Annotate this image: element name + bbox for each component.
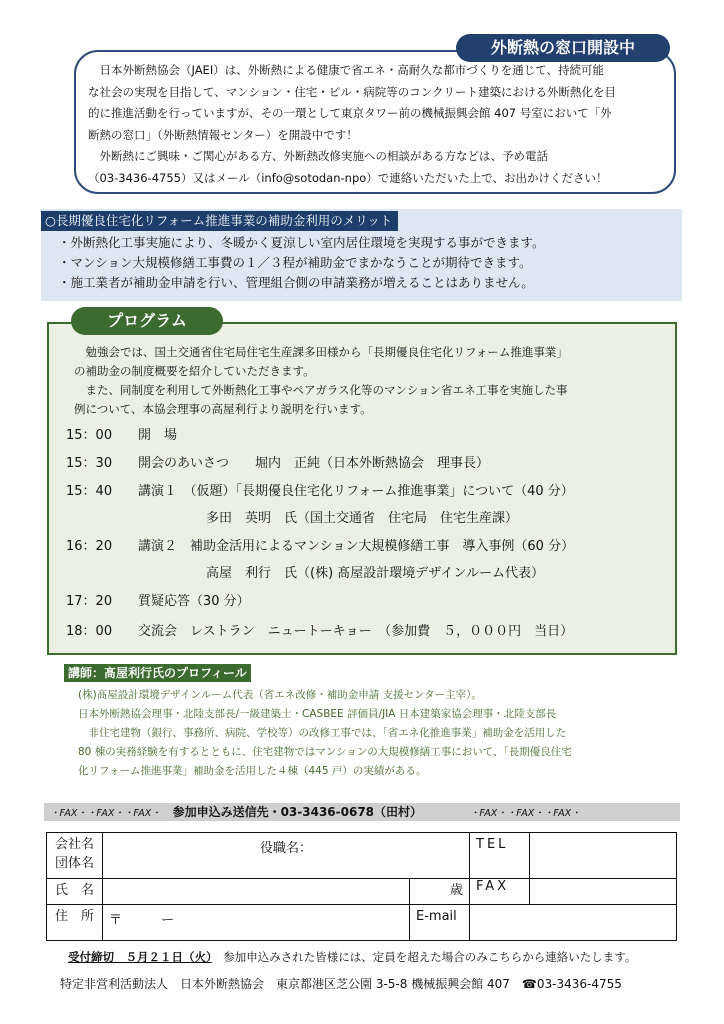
deadline-line (68, 949, 636, 965)
postal-prefix: 〒 ー (109, 913, 175, 928)
fax-field[interactable] (530, 879, 677, 905)
program-intro (74, 343, 668, 419)
email-field[interactable] (470, 905, 677, 941)
email-label: E-mail (410, 905, 470, 941)
schedule-text: 交流会 レストラン ニュートーキョー （参加費 ５，０００円 当日） (138, 624, 574, 639)
age-field[interactable] (410, 879, 470, 905)
program-intro-line: 例について、本協会理事の高屋利行より説明を行います。 (74, 402, 372, 416)
schedule-item (66, 454, 489, 474)
schedule-item (66, 482, 574, 502)
fax-decoration-right: ・FAX・・FAX・・FAX・ (469, 808, 581, 819)
schedule-item (66, 426, 177, 446)
window-text-line: 断熱の窓口」（外断熱情報センター）を開設中です！ (88, 127, 358, 142)
merits-title: ○長期優良住宅化リフォーム推進事業の補助金利用のメリット (41, 211, 398, 231)
schedule-time: 15：00 (66, 428, 113, 443)
window-open-title: 外断熱の窓口開設中 (456, 34, 670, 62)
schedule-item (66, 592, 250, 612)
address-label: 住 所 (47, 905, 103, 941)
profile-title: 講師：髙屋利行氏のプロフィール (64, 664, 251, 682)
merits-list (58, 233, 678, 293)
merit-item: ・外断熱化工事実施により、冬暖かく夏涼しい室内居住環境を実現する事ができます。 (58, 235, 545, 250)
schedule-text: 質疑応答（30 分） (138, 594, 250, 609)
fax-label: FAX (470, 879, 530, 905)
company-label-cell (47, 833, 103, 879)
schedule-speaker (206, 509, 518, 529)
schedule-text: 開 場 (138, 428, 178, 443)
deadline-note: 参加申込みされた皆様には、定員を超えた場合のみこちらから連絡いたします。 (211, 950, 637, 964)
name-label: 氏 名 (47, 879, 103, 905)
name-field[interactable] (103, 879, 410, 905)
address-field[interactable] (103, 905, 410, 941)
schedule-speaker (206, 564, 544, 584)
merit-item: ・施工業者が補助金申請を行い、管理組合側の申請業務が増えることはありません。 (58, 275, 534, 290)
profile-line: 80 棟の実務経験を有するとともに、住宅建物ではマンションの大規模修繕工事において、「長期優良住宅 (78, 746, 572, 758)
schedule-time: 17：20 (66, 594, 113, 609)
schedule-time: 16：20 (66, 539, 113, 554)
group-label: 団体名 (54, 856, 94, 871)
program-intro-line: の補助金の制度概要を紹介していただきます。 (74, 364, 315, 378)
schedule-text: 開会のあいさつ 堀内 正純（日本外断熱協会 理事長） (138, 456, 490, 471)
schedule-text: 講演２ 補助金活用によるマンション大規模修繕工事 導入事例（60 分） (138, 539, 575, 554)
program-intro-line: また、同制度を利用して外断熱化工事やペアガラス化等のマンション省エネ工事を実施した事 (74, 383, 568, 397)
tel-field[interactable] (530, 833, 677, 879)
fax-banner (44, 803, 680, 821)
schedule-text: 講演１ （仮題）「長期優良住宅化リフォーム推進事業」について（40 分） (138, 484, 574, 499)
profile-line: 化リフォーム推進事業」補助金を活用した４棟（445 戸）の実績がある。 (78, 765, 427, 777)
application-form (46, 832, 677, 941)
window-info-text (88, 60, 664, 189)
window-text-line: 外断熱にご興味・ご関心がある方、外断熱改修実施への相談がある方などは、予め電話 (88, 149, 548, 163)
schedule-text: 多田 英明 氏（国土交通省 住宅局 住宅生産課） (206, 511, 519, 526)
schedule-time: 15：40 (66, 484, 113, 499)
deadline-label: 受付締切 ５月２１日（火） (68, 950, 212, 964)
fax-destination: 参加申込み送信先・03-3436-0678（田村） (172, 805, 423, 819)
footer-organization: 特定非営利活動法人 日本外断熱協会 東京都港区芝公園 3-5-8 機械振興会館 407 ☎03-3436-4755 (60, 977, 622, 991)
position-label: 役職名： (260, 841, 313, 856)
company-label: 会社名 (54, 837, 94, 852)
profile-line: (株)髙屋設計環境デザインルーム代表（省エネ改修・補助金申請 支援センター主宰）。 (78, 689, 482, 701)
profile-line: 日本外断熱協会理事・北陸支部長/一級建築士・CASBEE 評価員/JIA 日本建築家協会理事・北陸支部長 (78, 708, 557, 720)
merit-item: ・マンション大規模修繕工事費の１／３程が補助金でまかなうことが期待できます。 (58, 255, 532, 270)
schedule-item (66, 537, 574, 557)
schedule-item (66, 622, 573, 642)
window-text-line: （03-3436-4755）又はメール（info@sotodan-npo）で連絡いただいた上で、お出かけください！ (88, 170, 608, 185)
schedule-time: 18：00 (66, 624, 113, 639)
profile-text (78, 686, 678, 781)
window-text-line: 的に推進活動を行っていますが、その一環として東京タワー前の機械振興会館 407 号室において「外 (88, 106, 612, 120)
program-intro-line: 勉強会では、国土交通省住宅局住宅生産課多田様から「長期優良住宅化リフォーム推進事業」 (74, 345, 568, 359)
age-label: 歳 (450, 883, 464, 898)
schedule-text: 高屋 利行 氏（(株) 髙屋設計環境デザインルーム代表） (206, 566, 545, 581)
fax-decoration-left: ・FAX・・FAX・・FAX・ (50, 808, 161, 819)
window-text-line: 日本外断熱協会（JAEI）は、外断熱による健康で省エネ・高耐久な都市づくりを通じて、持続可能 (88, 63, 604, 77)
tel-label: TEL (470, 833, 530, 879)
company-field[interactable] (103, 833, 470, 879)
schedule-time: 15：30 (66, 456, 113, 471)
window-text-line: な社会の実現を目指して、マンション・住宅・ビル・病院等のコンクリート建築における外断熱化を目 (88, 84, 617, 99)
program-title: プログラム (71, 307, 223, 335)
profile-line: 非住宅建物（銀行、事務所、病院、学校等）の改修工事では、「省エネ化推進事業」補助金を活用した (78, 727, 567, 739)
